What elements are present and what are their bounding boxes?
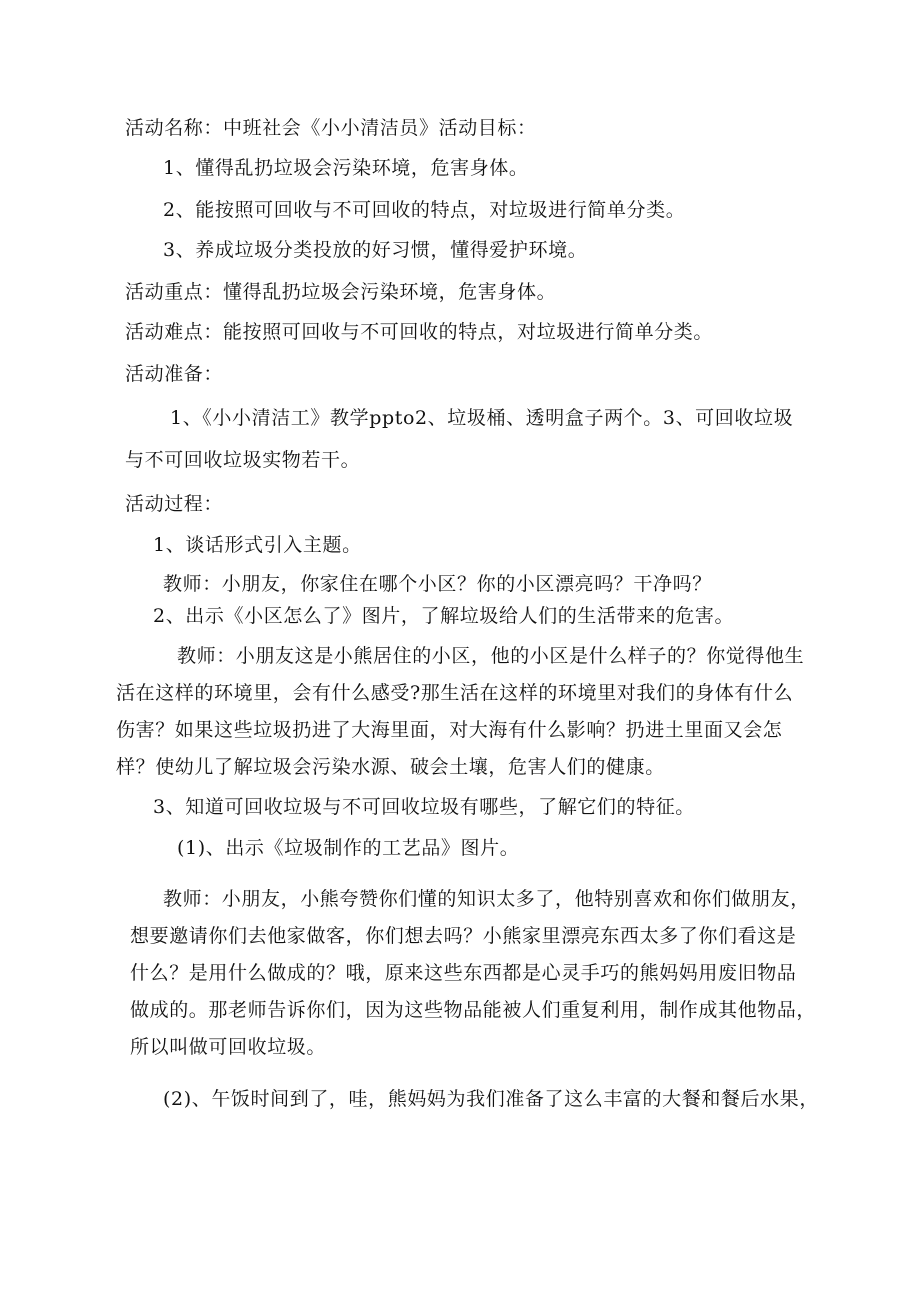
prep-line: 1、《小小清洁工》教学ppto2、垃圾桶、透明盒子两个。3、可回收垃圾 [170,407,794,429]
key-point: 活动重点：懂得乱扔垃圾会污染环境，危害身体。 [125,281,557,303]
step-heading: 3、知道可回收垃圾与不可回收垃圾有哪些，了解它们的特征。 [153,796,695,818]
teacher-dialogue-line: 什么？是用什么做成的？哦，原来这些东西都是心灵手巧的熊妈妈用废旧物品 [130,962,797,984]
teacher-dialogue-line: 教师：小朋友，小熊夸赞你们懂的知识太多了，他特别喜欢和你们做朋友， [163,888,810,910]
teacher-dialogue-line: 教师：小朋友这是小熊居住的小区，他的小区是什么样子的？你觉得他生 [177,645,805,667]
teacher-dialogue: 教师：小朋友，你家住在哪个小区？你的小区漂亮吗？干净吗？ [163,573,712,595]
teacher-dialogue-line: 样？使幼儿了解垃圾会污染水源、破会土壤，危害人们的健康。 [116,756,665,778]
goal-item: 2、能按照可回收与不可回收的特点，对垃圾进行简单分类。 [163,199,686,221]
teacher-dialogue-line: 所以叫做可回收垃圾。 [130,1036,327,1058]
teacher-dialogue-line: 做成的。那老师告诉你们，因为这些物品能被人们重复利用，制作成其他物品， [130,999,817,1021]
teacher-dialogue-line: 伤害？如果这些垃圾扔进了大海里面，对大海有什么影响？扔进土里面又会怎 [116,719,783,741]
goal-item: 3、养成垃圾分类投放的好习惯，懂得爱护环境。 [163,239,588,261]
prep-heading: 活动准备： [125,363,224,385]
step-heading: 2、出示《小区怎么了》图片，了解垃圾给人们的生活带来的危害。 [153,605,735,627]
activity-title-line: 活动名称：中班社会《小小清洁员》活动目标： [125,117,537,139]
prep-line: 与不可回收垃圾实物若干。 [125,449,361,471]
goal-item: 1、懂得乱扔垃圾会污染环境，危害身体。 [163,157,529,179]
difficult-point: 活动难点：能按照可回收与不可回收的特点，对垃圾进行简单分类。 [125,321,714,343]
process-heading: 活动过程： [125,493,224,515]
step-heading: 1、谈话形式引入主题。 [153,534,362,556]
sub-step: (2)、午饭时间到了，哇，熊妈妈为我们准备了这么丰富的大餐和餐后水果， [163,1088,819,1110]
teacher-dialogue-line: 活在这样的环境里，会有什么感受?那生活在这样的环境里对我们的身体有什么 [116,682,794,704]
sub-step: (1)、出示《垃圾制作的工艺品》图片。 [177,837,520,859]
teacher-dialogue-line: 想要邀请你们去他家做客，你们想去吗？小熊家里漂亮东西太多了你们看这是 [130,925,797,947]
